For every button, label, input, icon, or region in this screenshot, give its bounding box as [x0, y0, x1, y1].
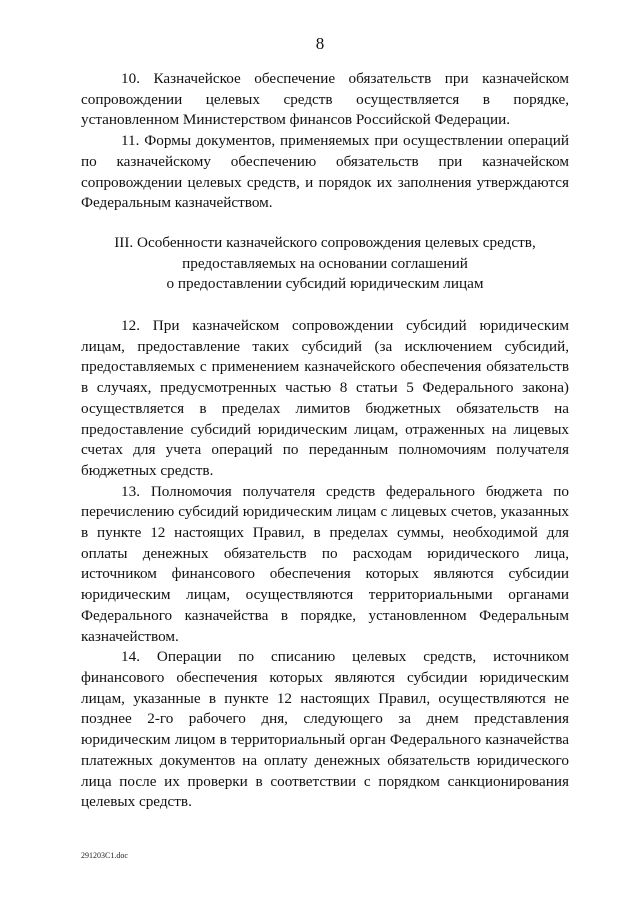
- paragraph-13: 13. Полномочия получателя средств федерального бюджета по перечислению субсидий юридическим лицам с лицевых счетов, указанных в пункте 12 настоящих Правил, в пределах суммы, необходимой для оплаты денежных обязательств по расходам юридического лица, источником финансового обеспечения которых являются субсидии юридическим лицам, осуществляются территориальными органами Федерального казначейства в порядке, установленном Федеральным казначейством.: [81, 482, 569, 645]
- paragraph-11: 11. Формы документов, применяемых при осуществлении операций по казначейскому обеспечению обязательств при казначейском сопровождении целевых средств, и порядок их заполнения утверждаются Федеральным казначейством.: [81, 132, 569, 212]
- section-heading-line-2: предоставляемых на основании соглашений: [182, 254, 468, 272]
- paragraph-10: 10. Казначейское обеспечение обязательств при казначейском сопровождении целевых средств осуществляется в порядке, установленном Министерством финансов Российской Федерации.: [81, 70, 569, 129]
- document-file-code: 291203C1.doc: [81, 851, 128, 860]
- paragraph-12: 12. При казначейском сопровождении субсидий юридическим лицам, предоставление таких субсидий (за исключением субсидий, предоставляемых с применением казначейского обеспечения обязательств в случаях, предусмотренных частью 8 статьи 5 Федерального закона) осуществляется в пределах лимитов бюджетных обязательств на предоставление субсидий юридическим лицам, отраженных на лицевых счетах для учета операций по переданным полномочиям получателя бюджетных средств.: [81, 317, 569, 479]
- section-heading-line-1: III. Особенности казначейского сопровождения целевых средств,: [114, 233, 536, 251]
- section-heading-line-3: о предоставлении субсидий юридическим лицам: [166, 275, 484, 293]
- document-body: [81, 69, 569, 813]
- section-heading: [81, 233, 569, 295]
- page-number: 8: [315, 34, 325, 53]
- paragraph-14: 14. Операции по списанию целевых средств, источником финансового обеспечения которых являются субсидии юридическим лицам, указанные в пункте 12 настоящих Правил, осуществляются не позднее 2-го рабочего дня, следующего за днем представления юридическим лицом в территориальный орган Федерального казначейства платежных документов на оплату денежных обязательств юридического лица после их проверки в соответствии с порядком санкционирования целевых средств.: [81, 648, 569, 811]
